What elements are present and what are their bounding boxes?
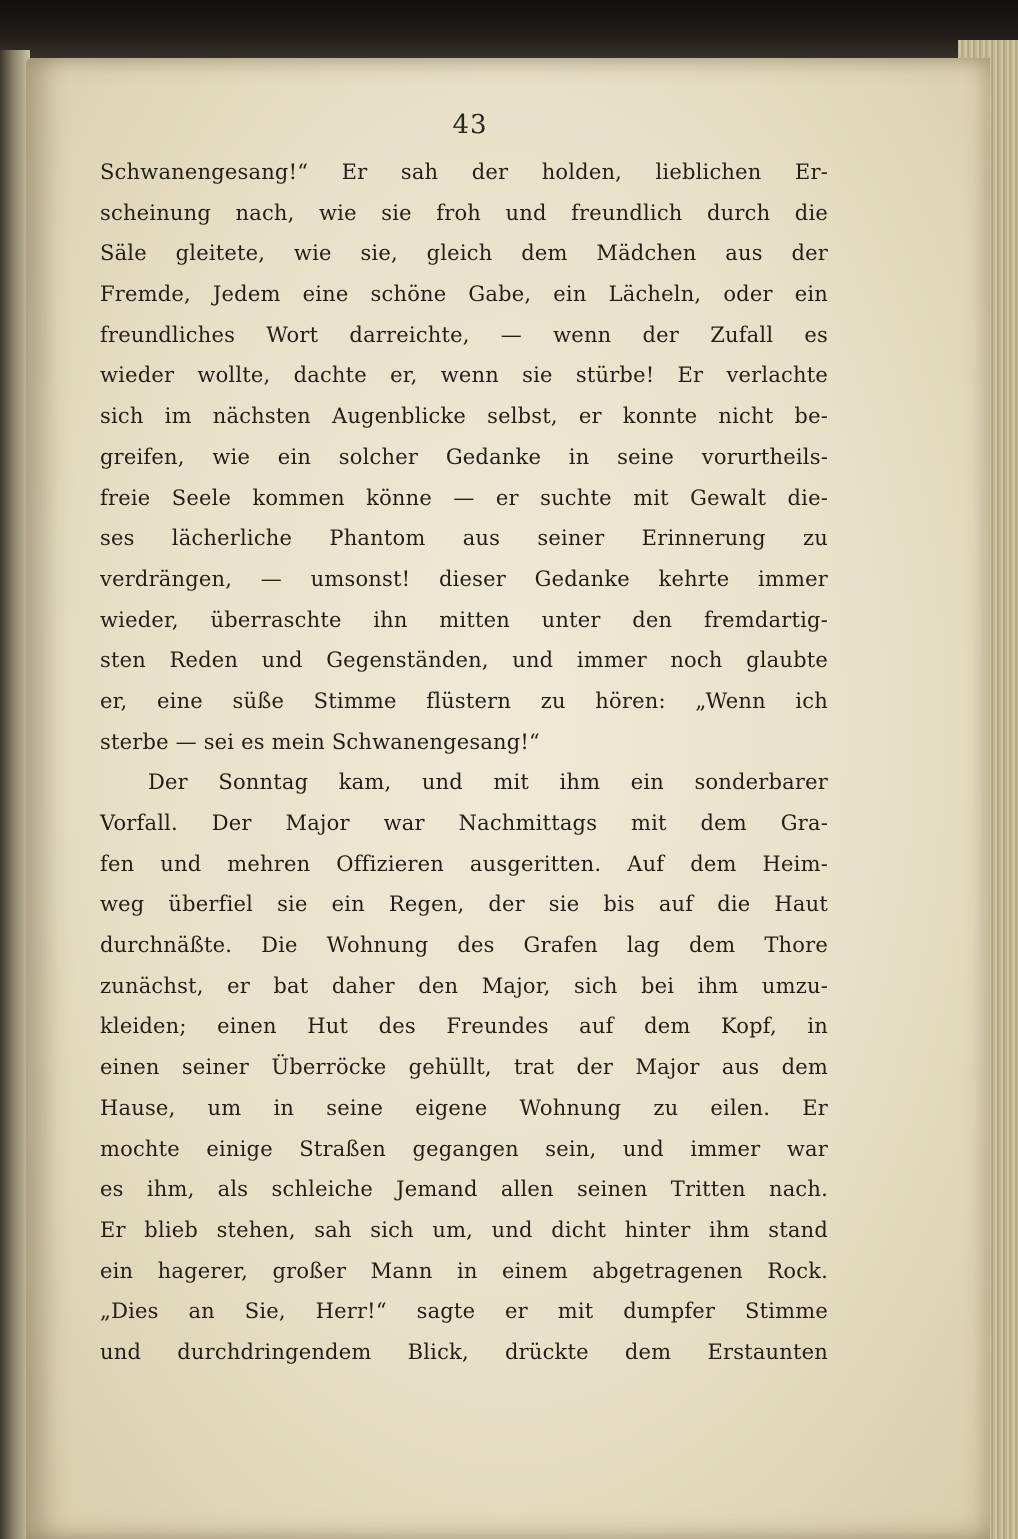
text-line: durchnäßte. Die Wohnung des Grafen lag dem Thore <box>100 933 828 958</box>
text-line: scheinung nach, wie sie froh und freundlich durch die <box>100 200 828 225</box>
text-line: sten Reden und Gegenständen, und immer noch glaubte <box>100 648 828 673</box>
text-line: Der Sonntag kam, und mit ihm ein sonderbarer <box>148 770 828 795</box>
text-line: fen und mehren Offizieren ausgeritten. Auf dem Heim- <box>100 851 828 876</box>
text-line: Schwanengesang!“ Er sah der holden, lieblichen Er- <box>100 160 828 184</box>
text-line: zunächst, er bat daher den Major, sich bei ihm umzu- <box>100 973 828 998</box>
text-line: Hause, um in seine eigene Wohnung zu eilen. Er <box>100 1095 828 1120</box>
text-line: er, eine süße Stimme flüstern zu hören: „Wenn ich <box>100 688 828 713</box>
text-line: sich im nächsten Augenblicke selbst, er konnte nicht be- <box>100 404 828 429</box>
page-number: 43 <box>452 110 488 140</box>
text-line: wieder wollte, dachte er, wenn sie stürbe! Er verlachte <box>100 363 828 388</box>
text-line: und durchdringendem Blick, drückte dem Erstaunten <box>100 1339 828 1364</box>
text-line: greifen, wie ein solcher Gedanke in seine vorurtheils- <box>100 444 828 469</box>
text-line: Er blieb stehen, sah sich um, und dicht hinter ihm stand <box>100 1217 828 1242</box>
text-line: es ihm, als schleiche Jemand allen seinen Tritten nach. <box>100 1177 828 1202</box>
book-top-edge <box>0 0 1018 62</box>
text-line: freundliches Wort darreichte, — wenn der Zufall es <box>100 322 828 347</box>
text-line: verdrängen, — umsonst! dieser Gedanke kehrte immer <box>100 566 828 591</box>
text-line: kleiden; einen Hut des Freundes auf dem Kopf, in <box>100 1014 828 1039</box>
page-text <box>100 152 828 1373</box>
text-line: sterbe — sei es mein Schwanengesang!“ <box>100 729 540 754</box>
text-line: Fremde, Jedem eine schöne Gabe, ein Lächeln, oder ein <box>100 282 828 307</box>
text-line: wieder, überraschte ihn mitten unter den fremdartig- <box>100 607 828 632</box>
text-line: „Dies an Sie, Herr!“ sagte er mit dumpfer Stimme <box>100 1299 828 1324</box>
text-line: ein hagerer, großer Mann in einem abgetragenen Rock. <box>100 1258 828 1283</box>
text-line: Vorfall. Der Major war Nachmittags mit dem Gra- <box>100 811 828 835</box>
text-line: einen seiner Überröcke gehüllt, trat der Major aus dem <box>100 1055 828 1080</box>
text-line: Säle gleitete, wie sie, gleich dem Mädchen aus der <box>100 241 828 266</box>
text-line: freie Seele kommen könne — er suchte mit Gewalt die- <box>100 485 828 510</box>
text-line: mochte einige Straßen gegangen sein, und immer war <box>100 1136 828 1161</box>
text-line: weg überfiel sie ein Regen, der sie bis auf die Haut <box>100 892 828 917</box>
text-line: ses lächerliche Phantom aus seiner Erinnerung zu <box>100 526 828 551</box>
